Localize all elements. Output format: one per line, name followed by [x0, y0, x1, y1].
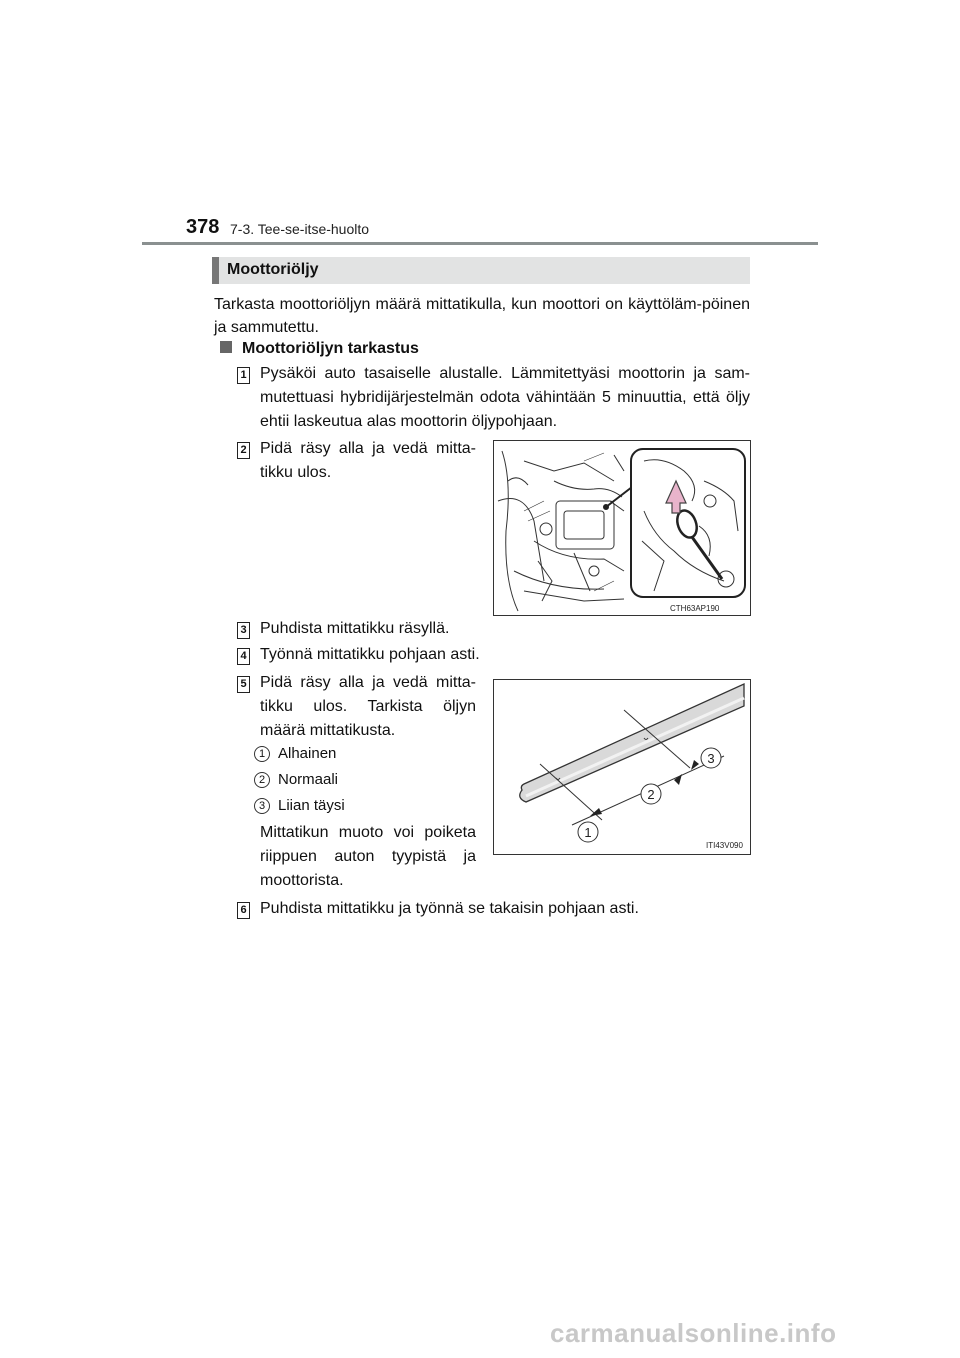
step-text-5: Pidä räsy alla ja vedä mitta-tikku ulos. Tarkista öljyn määrä mittatikusta.	[260, 674, 476, 739]
section-accent	[212, 257, 219, 284]
step-number-3: 3	[237, 622, 250, 639]
level-number-2: 2	[254, 772, 270, 788]
dipstick-callout-3: 3	[707, 751, 715, 766]
shape-note: Mittatikun muoto voi poiketa riippuen auton tyypistä ja moottorista.	[260, 824, 476, 889]
step-text-3: Puhdista mittatikku räsyllä.	[260, 620, 450, 637]
level-label-2: Normaali	[278, 771, 339, 788]
step-text-6: Puhdista mittatikku ja työnnä se takaisin pohjaan asti.	[260, 900, 639, 917]
step-number-5: 5	[237, 676, 250, 693]
level-item-3	[254, 797, 345, 814]
chapter-title: 7-3. Tee-se-itse-huolto	[230, 221, 370, 237]
dipstick-figure	[493, 679, 751, 855]
level-number-1: 1	[254, 746, 270, 762]
header-divider	[142, 242, 818, 245]
dipstick-callout-2: 2	[647, 787, 655, 802]
intro-paragraph: Tarkasta moottoriöljyn määrä mittatikulla, kun moottori on käyttöläm-pöinen ja sammutettu.	[214, 296, 750, 336]
step-text-4: Työnnä mittatikku pohjaan asti.	[260, 646, 480, 663]
dipstick-illustration	[494, 680, 750, 854]
step-text-2: Pidä räsy alla ja vedä mitta-tikku ulos.	[260, 440, 476, 481]
watermark: carmanualsonline.info	[550, 1318, 837, 1348]
level-label-3: Liian täysi	[278, 797, 345, 814]
page-number: 378	[186, 216, 220, 238]
level-item-1	[254, 745, 336, 762]
section-title: Moottoriöljy	[227, 261, 319, 278]
step-number-6: 6	[237, 902, 250, 919]
level-label-1: Alhainen	[278, 745, 337, 762]
engine-bay-illustration	[494, 441, 750, 615]
engine-bay-figure	[493, 440, 751, 616]
square-bullet-icon	[220, 341, 232, 353]
step-number-2: 2	[237, 442, 250, 459]
level-number-3: 3	[254, 798, 270, 814]
step-number-4: 4	[237, 648, 250, 665]
step-text-1: Pysäköi auto tasaiselle alustalle. Lämmitettyäsi moottorin ja sam-mutettuasi hybridijärjestelmän odota vähintään 5 minuuttia, että öljy ehtii laskeutua alas moottorin öljypohjaan.	[260, 365, 750, 430]
step-number-1: 1	[237, 367, 250, 384]
section-header	[212, 257, 750, 284]
subsection-title: Moottoriöljyn tarkastus	[242, 340, 419, 357]
engine-figure-code: CTH63AP190	[670, 604, 720, 613]
subsection-heading	[220, 340, 419, 358]
dipstick-callout-1: 1	[584, 825, 592, 840]
level-item-2	[254, 771, 338, 788]
dipstick-figure-code: ITI43V090	[706, 841, 743, 850]
